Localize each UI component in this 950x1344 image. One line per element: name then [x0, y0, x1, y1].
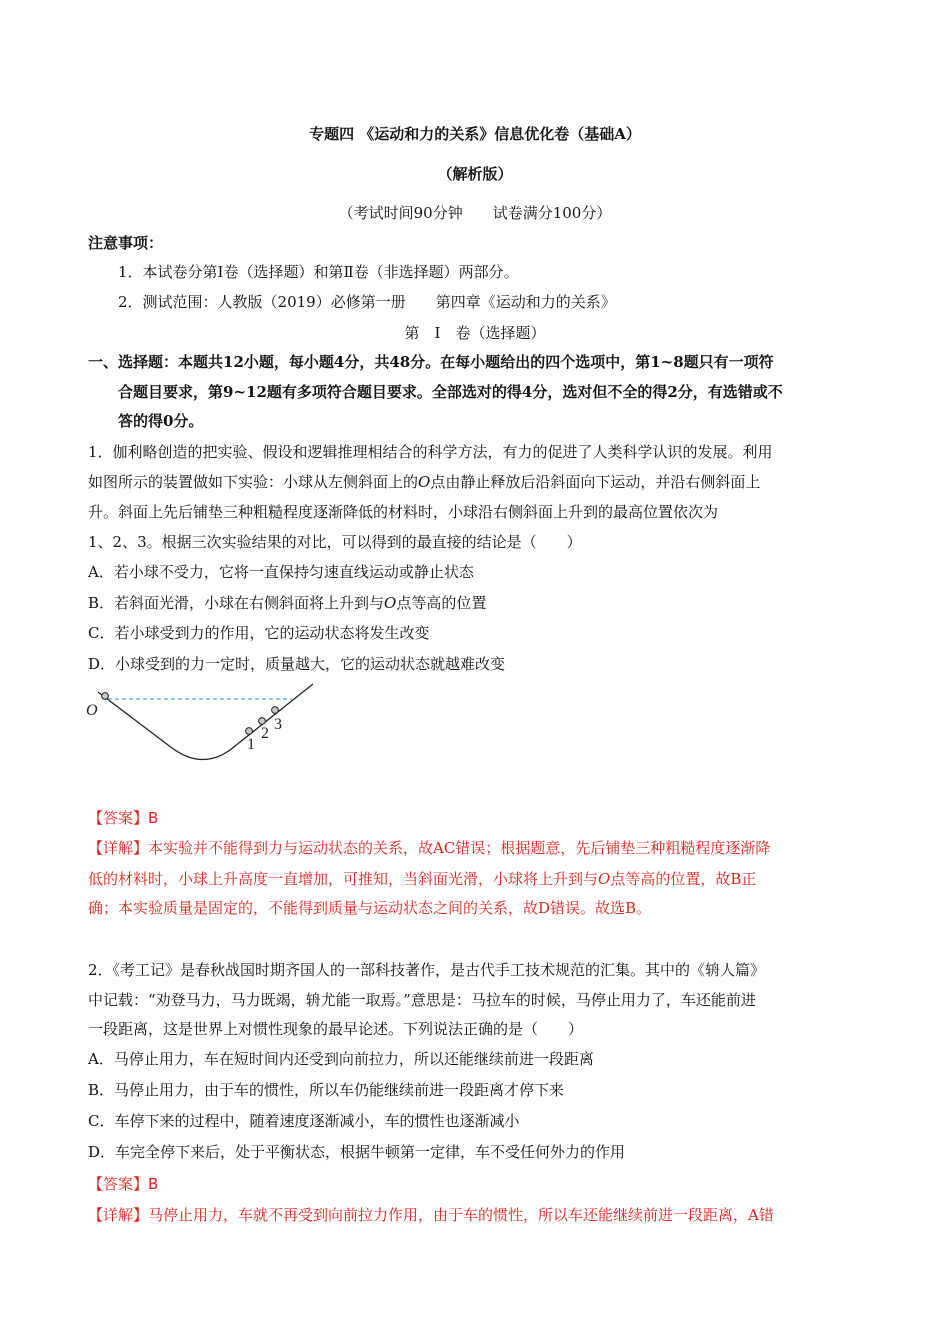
figure-label-3: 3 — [274, 716, 282, 733]
q2-option-c: C．车停下来的过程中，随着速度逐渐减小，车的惯性也逐渐减小 — [88, 1112, 520, 1130]
q1-answer: 【答案】B — [88, 809, 159, 827]
notes-heading: 注意事项： — [88, 234, 164, 252]
q2-stem-line-2: 中记载：“劝登马力，马力既竭，辀尤能一取焉。”意思是：马拉车的时候，马停止用力了，车还能前进 — [88, 991, 756, 1009]
q1-option-c: C．若小球受到力的作用，它的运动状态将发生改变 — [88, 624, 430, 642]
q1-stem-line-2 — [88, 472, 760, 492]
q1-option-a: A．若小球不受力，它将一直保持匀速直线运动或静止状态 — [88, 563, 474, 581]
q2-option-b: B．马停止用力，由于车的惯性，所以车仍能继续前进一段距离才停下来 — [88, 1081, 565, 1099]
q1-option-d: D．小球受到的力一定时，质量越大，它的运动状态就越难改变 — [88, 655, 506, 673]
q2-answer: 【答案】B — [88, 1175, 159, 1193]
q1-stem-line-2b: 点由静止释放后沿斜面向下运动，并沿右侧斜面上 — [430, 473, 761, 491]
q1-detail-line-2 — [88, 869, 756, 889]
q1-option-b — [88, 593, 486, 613]
figure-o-label: O — [86, 702, 98, 719]
ball-position-3 — [272, 707, 279, 714]
q2-option-a: A．马停止用力，车在短时间内还受到向前拉力，所以还能继续前进一段距离 — [88, 1050, 594, 1068]
q1-option-b-a: B．若斜面光滑，小球在右侧斜面将上升到与 — [88, 594, 385, 612]
document-subtitle: （解析版） — [437, 165, 513, 183]
figure-label-1: 1 — [247, 736, 255, 753]
q1-detail-line-3: 确；本实验质量是固定的，不能得到质量与运动状态之间的关系，故D错误。故选B。 — [88, 899, 652, 917]
notes-item-1: 1．本试卷分第Ⅰ卷（选择题）和第Ⅱ卷（非选择题）两部分。 — [118, 263, 519, 281]
exam-info: （考试时间90分钟 试卷满分100分） — [338, 204, 612, 222]
q1-option-b-b: 点等高的位置 — [396, 594, 487, 612]
section-instruction-line-1: 一、选择题：本题共12小题，每小题4分，共48分。在每小题给出的四个选项中，第1~8题只有一项符 — [88, 353, 774, 371]
figure-label-2: 2 — [261, 725, 269, 742]
document-title: 专题四 《运动和力的关系》信息优化卷（基础A） — [309, 125, 641, 143]
q1-detail-line-2b: 点等高的位置，故B正 — [610, 870, 757, 888]
q1-stem-line-3: 升。斜面上先后铺垫三种粗糙程度逐渐降低的材料时，小球沿右侧斜面上升到的最高位置依次为 — [88, 503, 719, 521]
point-o-label: O — [598, 870, 611, 888]
ball-at-o — [102, 693, 109, 700]
point-o-label: O — [384, 594, 397, 612]
point-o-label: O — [418, 473, 431, 491]
q1-detail-line-1: 【详解】本实验并不能得到力与运动状态的关系，故AC错误；根据题意，先后铺垫三种粗糙程度逐渐降 — [88, 839, 771, 857]
notes-item-2: 2．测试范围：人教版（2019）必修第一册 第四章《运动和力的关系》 — [118, 293, 616, 311]
section-instruction-line-2: 合题目要求，第9~12题有多项符合题目要求。全部选对的得4分，选对但不全的得2分，有选错或不 — [118, 383, 783, 401]
q1-detail-line-2a: 低的材料时，小球上升高度一直增加，可推知，当斜面光滑，小球将上升到与 — [88, 870, 599, 888]
q1-stem-line-1: 1．伽利略创造的把实验、假设和逻辑推理相结合的科学方法，有力的促进了人类科学认识的发展。利用 — [88, 443, 773, 461]
q2-option-d: D．车完全停下来后，处于平衡状态，根据牛顿第一定律，车不受任何外力的作用 — [88, 1143, 626, 1161]
q2-stem-line-1: 2．《考工记》是春秋战国时期齐国人的一部科技著作，是古代手工技术规范的汇集。其中的《辀人篇》 — [88, 961, 766, 979]
q1-stem-line-4: 1、2、3。根据三次实验结果的对比，可以得到的最直接的结论是（ ） — [88, 533, 582, 551]
volume-heading: 第 Ⅰ 卷（选择题） — [404, 324, 546, 342]
q2-detail-line-1: 【详解】马停止用力，车就不再受到向前拉力作用，由于车的惯性，所以车还能继续前进一段距离，A错 — [88, 1206, 774, 1224]
q1-stem-line-2a: 如图所示的装置做如下实验：小球从左侧斜面上的 — [88, 473, 419, 491]
incline-figure — [80, 678, 325, 774]
q2-stem-line-3: 一段距离，这是世界上对惯性现象的最早论述。下列说法正确的是（ ） — [88, 1020, 584, 1038]
ball-position-2 — [259, 718, 266, 725]
ball-position-1 — [246, 728, 253, 735]
section-instruction-line-3: 答的得0分。 — [118, 412, 204, 430]
